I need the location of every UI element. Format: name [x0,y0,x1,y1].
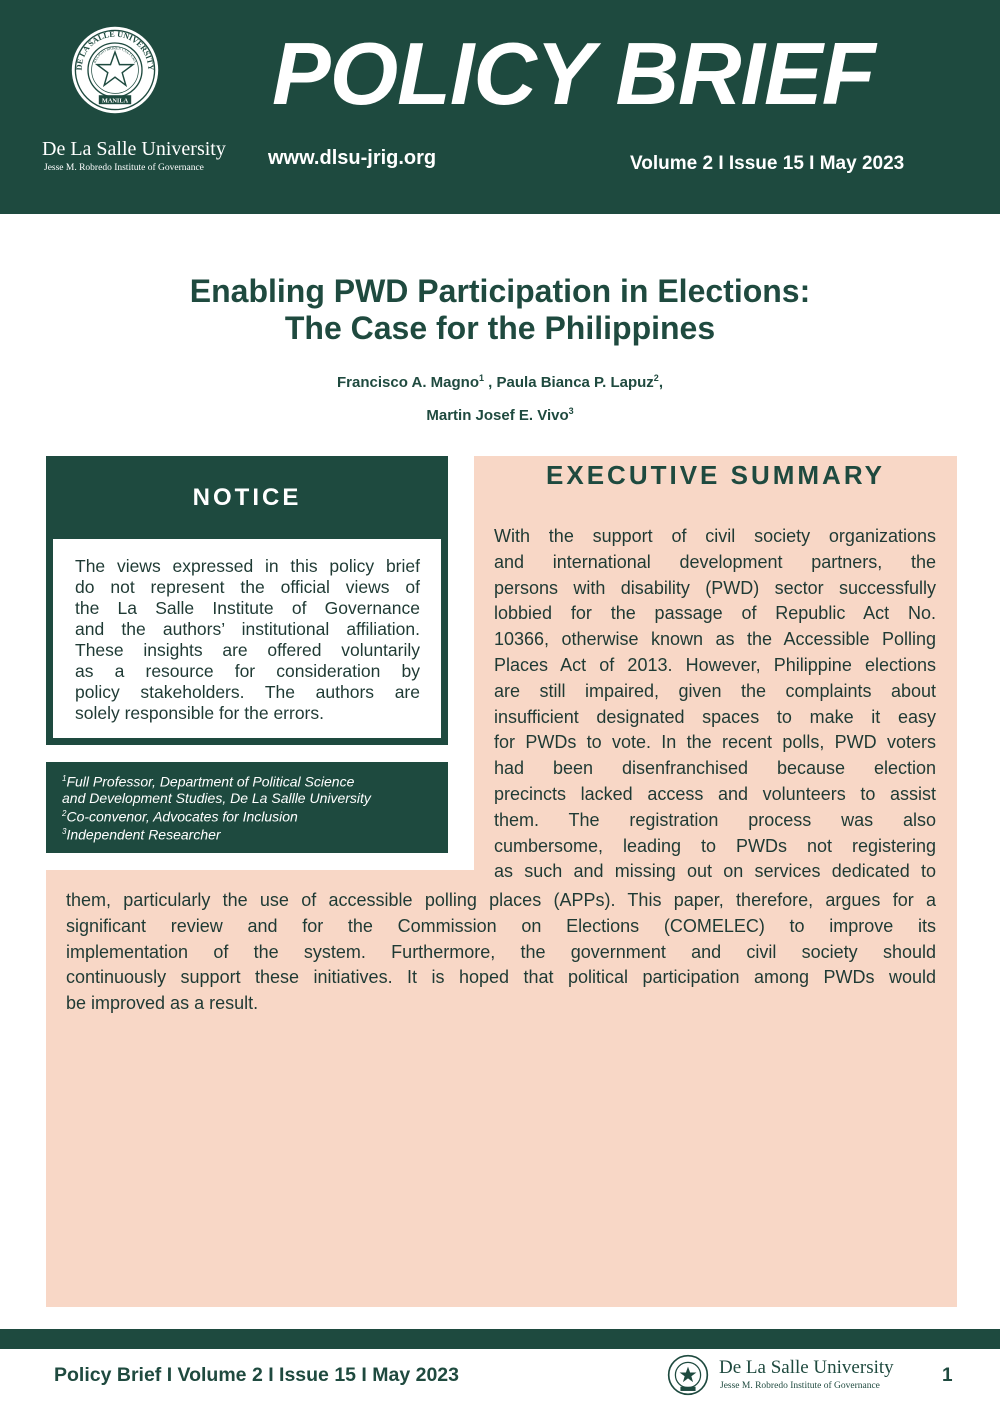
summary-line: implementation of the system. Furthermore, the government and civil society should [66,941,936,962]
seal-inner-text: RELIGIO MORES CULTURA [91,45,139,64]
summary-line: and international development partners, the [494,551,936,572]
author-footnote-ref: 1 [478,373,484,383]
summary-line: With the support of civil society organizations [494,526,936,546]
notice-line: as a resource for consideration by [75,661,420,681]
page-number: 1 [942,1365,953,1386]
header-institute-name: Jesse M. Robredo Institute of Governance [44,163,204,173]
author-list: Francisco A. Magno$^1$ , Paula Bianca P. Lapuz$^2$, Martin Josef E. Vivo$^3$ [337,373,663,424]
header-university-name: De La Salle University [42,138,226,160]
document-title-line2: The Case for the Philippines [284,310,716,346]
notice-line: policy stakeholders. The authors are [75,682,420,702]
author-footnote-ref: 2 [653,373,659,383]
footnote-text: Independent Researcher [66,826,221,843]
footnote-text: Co-convenor, Advocates for Inclusion [66,808,298,825]
seal-ring-text: DE LA SALLE UNIVERSITY [74,29,156,71]
summary-line: 10366, otherwise known as the Accessible Polling [494,629,936,650]
notice-line: the La Salle Institute of Governance [75,598,420,618]
footnote-number: 3 [62,827,67,837]
notice-line: The views expressed in this policy brief [75,556,420,576]
footer-bar [0,1329,1000,1349]
seal-bottom-text: MANILA [101,97,129,105]
footnote-text: Full Professor, Department of Political Science [66,773,355,790]
footer-institute-name: Jesse M. Robredo Institute of Governance [720,1381,880,1391]
footnote-number: 2 [62,808,67,818]
summary-line: had been disenfranchised because election [494,758,936,779]
summary-line: them. The registration process was also [494,809,936,830]
issue-info: Volume 2 I Issue 15 I May 2023 [630,153,905,174]
summary-line: precincts lacked access and volunteers to assist [494,783,936,804]
policy-brief-title: POLICY BRIEF [272,24,875,123]
notice-line: solely responsible for the errors. [75,703,324,723]
notice-line: These insights are offered voluntarily [75,640,420,660]
summary-line: are still impaired, given the complaints about [494,680,936,701]
summary-line: insufficient designated spaces to make it easy [494,706,936,727]
notice-text [75,556,420,724]
summary-line: for PWDs to vote. In the recent polls, PWD voters [494,732,936,753]
document-title-line1: Enabling PWD Participation in Elections: [189,273,811,309]
notice-heading: NOTICE [192,484,302,511]
summary-line: be improved as a result. [66,993,259,1014]
header-banner [0,0,1000,214]
summary-line: cumbersome, leading to PWDs not registering [494,835,936,856]
footer-seal-logo [667,1354,709,1396]
author-footnote-ref: 3 [568,406,574,416]
university-seal-logo [70,25,160,115]
summary-line: Places Act of 2013. However, Philippine elections [494,654,936,675]
document-title [0,273,1000,347]
author-name: Francisco A. Magno [337,374,479,391]
footer-issue-info: Policy Brief I Volume 2 I Issue 15 I May 2023 [54,1364,459,1386]
summary-line: as such and missing out on services dedicated to [494,861,936,882]
summary-line: lobbied for the passage of Republic Act No. [494,603,936,624]
summary-line: them, particularly the use of accessible polling places (APPs). This paper, therefore, argues for a [66,890,936,910]
footnote-number: 1 [62,774,67,783]
footnotes [62,771,442,843]
summary-line: continuously support these initiatives. It is hoped that political participation among PWDs would [66,967,936,988]
summary-line: persons with disability (PWD) sector successfully [494,577,936,598]
footer-university-name: De La Salle University [719,1357,894,1378]
executive-summary-text-column [494,524,936,885]
notice-line: do not represent the official views of [75,577,420,597]
author-name: Martin Josef E. Vivo [426,407,569,424]
executive-summary-text-full [66,888,936,1017]
website-link[interactable]: www.dlsu-jrig.org [268,147,437,169]
footnote-text: and Development Studies, De La Sallle University [62,789,371,806]
executive-summary-heading: EXECUTIVE SUMMARY [546,460,885,490]
author-name: Paula Bianca P. Lapuz [496,374,654,391]
notice-line: and the authors’ institutional affiliation. [75,619,420,639]
summary-line: significant review and for the Commission on Elections (COMELEC) to improve its [66,915,936,936]
